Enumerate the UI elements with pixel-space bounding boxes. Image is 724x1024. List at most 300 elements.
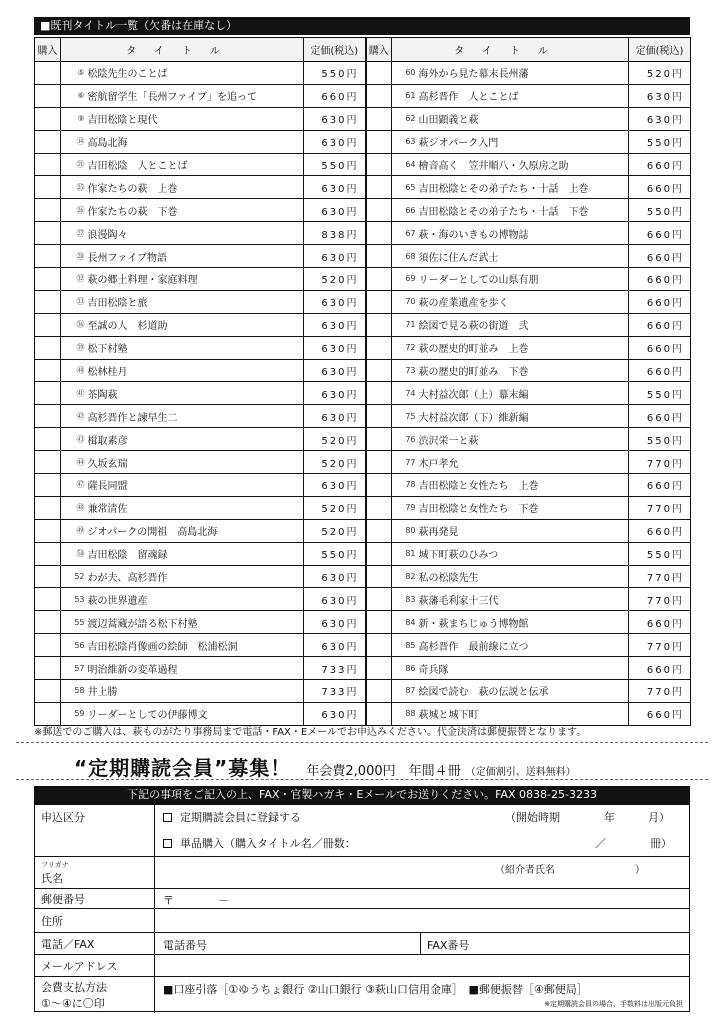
book-price: 630円 bbox=[304, 245, 366, 268]
book-number: ㉖ bbox=[61, 199, 85, 222]
book-number: 87 bbox=[392, 680, 416, 703]
buy-checkbox-cell[interactable] bbox=[366, 84, 392, 107]
book-price: 660円 bbox=[629, 268, 691, 291]
book-title: 長州ファイブ物語 bbox=[85, 245, 304, 268]
book-number: ㉑ bbox=[61, 153, 85, 176]
book-number: 68 bbox=[392, 245, 416, 268]
order-form bbox=[34, 804, 690, 1012]
book-price: 770円 bbox=[629, 565, 691, 588]
book-title: 絵図で読む 萩の伝説と伝承 bbox=[416, 680, 629, 703]
buy-checkbox-cell[interactable] bbox=[366, 474, 392, 497]
book-number: 81 bbox=[392, 542, 416, 565]
book-title: 城下町萩のひみつ bbox=[416, 542, 629, 565]
book-price: 630円 bbox=[304, 588, 366, 611]
book-number: 72 bbox=[392, 336, 416, 359]
table-row bbox=[35, 657, 691, 680]
apply-row bbox=[35, 805, 689, 857]
book-price: 630円 bbox=[304, 634, 366, 657]
book-price: 770円 bbox=[629, 451, 691, 474]
book-title: 高杉晋作と諫早生二 bbox=[85, 405, 304, 428]
book-price: 630円 bbox=[304, 290, 366, 313]
book-title: 山田顕義と萩 bbox=[416, 107, 629, 130]
book-price: 520円 bbox=[304, 519, 366, 542]
buy-checkbox-cell[interactable] bbox=[366, 565, 392, 588]
buy-checkbox-cell[interactable] bbox=[35, 474, 61, 497]
book-price: 630円 bbox=[304, 702, 366, 725]
buy-checkbox-cell[interactable] bbox=[35, 222, 61, 245]
book-price: 550円 bbox=[629, 382, 691, 405]
book-price: 660円 bbox=[629, 519, 691, 542]
book-title: 萩藩毛利家十三代 bbox=[416, 588, 629, 611]
book-title: 松陰先生のことば bbox=[85, 62, 304, 85]
book-number: 60 bbox=[392, 62, 416, 85]
title-list-table bbox=[34, 37, 691, 726]
table-row bbox=[35, 382, 691, 405]
book-price: 660円 bbox=[629, 176, 691, 199]
book-number: 75 bbox=[392, 405, 416, 428]
book-title: 萩の産業遺産を歩く bbox=[416, 290, 629, 313]
book-number: 79 bbox=[392, 496, 416, 519]
book-number: 84 bbox=[392, 611, 416, 634]
field-divider bbox=[420, 933, 421, 954]
book-price: 550円 bbox=[304, 153, 366, 176]
book-title: 吉田松陰と旅 bbox=[85, 290, 304, 313]
buy-checkbox-cell[interactable] bbox=[35, 680, 61, 703]
single-purchase-checkbox[interactable] bbox=[163, 839, 172, 848]
book-price: 630円 bbox=[304, 565, 366, 588]
book-title: 明治維新の変革過程 bbox=[85, 657, 304, 680]
table-row bbox=[35, 245, 691, 268]
subscribe-checkbox[interactable] bbox=[163, 813, 172, 822]
payment-note: ※定期購読会員の場合、手数料は出版元負担 bbox=[544, 1000, 683, 1008]
header-price: 定価(税込) bbox=[304, 38, 366, 62]
book-number: ㊴ bbox=[61, 336, 85, 359]
buy-checkbox-cell[interactable] bbox=[366, 199, 392, 222]
book-price: 630円 bbox=[304, 107, 366, 130]
table-row bbox=[35, 176, 691, 199]
book-number: ㊱ bbox=[61, 313, 85, 336]
buy-checkbox-cell[interactable] bbox=[366, 519, 392, 542]
table-row bbox=[35, 588, 691, 611]
buy-checkbox-cell[interactable] bbox=[366, 496, 392, 519]
book-title: 萩の郷土料理・家庭料理 bbox=[85, 268, 304, 291]
book-title: 楫取素彦 bbox=[85, 428, 304, 451]
book-price: 550円 bbox=[629, 428, 691, 451]
buy-checkbox-cell[interactable] bbox=[366, 290, 392, 313]
table-row bbox=[35, 565, 691, 588]
book-price: 660円 bbox=[629, 313, 691, 336]
book-price: 630円 bbox=[304, 474, 366, 497]
book-price: 770円 bbox=[629, 634, 691, 657]
book-number: ㊾ bbox=[61, 519, 85, 542]
book-title: 萩再発見 bbox=[416, 519, 629, 542]
table-row bbox=[35, 451, 691, 474]
buy-checkbox-cell[interactable] bbox=[366, 268, 392, 291]
book-number: ㊵ bbox=[61, 359, 85, 382]
book-title: 作家たちの萩 下巻 bbox=[85, 199, 304, 222]
book-title: 吉田松陰 人とことば bbox=[85, 153, 304, 176]
book-number: 73 bbox=[392, 359, 416, 382]
book-title: 萩の歴史的町並み 下巻 bbox=[416, 359, 629, 382]
book-price: 660円 bbox=[629, 336, 691, 359]
table-row bbox=[35, 428, 691, 451]
book-price: 660円 bbox=[629, 359, 691, 382]
book-title: 吉田松陰とその弟子たち・十話 上巻 bbox=[416, 176, 629, 199]
book-title: 吉田松陰と女性たち 下巻 bbox=[416, 496, 629, 519]
address-row bbox=[35, 909, 689, 933]
buy-checkbox-cell[interactable] bbox=[366, 611, 392, 634]
email-row bbox=[35, 955, 689, 977]
table-row bbox=[35, 359, 691, 382]
book-number: ㊶ bbox=[61, 382, 85, 405]
book-number: 70 bbox=[392, 290, 416, 313]
mail-order-note: ※郵送でのご購入は、萩ものがたり事務局まで電話・FAX・Eメールでお申込みください。代金決済は郵便振替となります。 bbox=[34, 727, 587, 738]
book-title: 久坂玄瑞 bbox=[85, 451, 304, 474]
book-title: リーダーとしての山県有朋 bbox=[416, 268, 629, 291]
book-number: 80 bbox=[392, 519, 416, 542]
buy-checkbox-cell[interactable] bbox=[366, 107, 392, 130]
book-title: 兼常清佐 bbox=[85, 496, 304, 519]
book-title: 萩の世界遺産 bbox=[85, 588, 304, 611]
book-number: ㉕ bbox=[61, 176, 85, 199]
buy-checkbox-cell[interactable] bbox=[35, 382, 61, 405]
book-number: 59 bbox=[61, 702, 85, 725]
table-row bbox=[35, 634, 691, 657]
table-row bbox=[35, 313, 691, 336]
book-number: 66 bbox=[392, 199, 416, 222]
book-number: ㊽ bbox=[61, 496, 85, 519]
quantity-field[interactable]: ／ 冊） bbox=[595, 837, 672, 850]
table-row bbox=[35, 62, 691, 85]
table-row bbox=[35, 405, 691, 428]
book-number: 83 bbox=[392, 588, 416, 611]
book-number: 61 bbox=[392, 84, 416, 107]
postal-label: 郵便番号 bbox=[35, 889, 155, 908]
book-title: 大村益次郎（上）幕末編 bbox=[416, 382, 629, 405]
subscription-recruit bbox=[74, 752, 576, 781]
book-price: 660円 bbox=[629, 611, 691, 634]
book-price: 550円 bbox=[304, 542, 366, 565]
table-row bbox=[35, 680, 691, 703]
book-number: ㉘ bbox=[61, 245, 85, 268]
book-number: ㊼ bbox=[61, 474, 85, 497]
book-title: わが夫、高杉晋作 bbox=[85, 565, 304, 588]
recruit-fee: 年会費2,000円 年間４冊 bbox=[306, 764, 461, 779]
buy-checkbox-cell[interactable] bbox=[35, 199, 61, 222]
buy-checkbox-cell[interactable] bbox=[35, 657, 61, 680]
payment-instruction: ①〜④に〇印 bbox=[41, 997, 105, 1010]
book-title: 萩ジオパーク入門 bbox=[416, 130, 629, 153]
book-price: 550円 bbox=[629, 199, 691, 222]
book-title: 作家たちの萩 上巻 bbox=[85, 176, 304, 199]
book-number: 53 bbox=[61, 588, 85, 611]
book-number: 71 bbox=[392, 313, 416, 336]
buy-checkbox-cell[interactable] bbox=[35, 62, 61, 85]
buy-checkbox-cell[interactable] bbox=[35, 611, 61, 634]
buy-checkbox-cell[interactable] bbox=[35, 107, 61, 130]
book-price: 660円 bbox=[629, 222, 691, 245]
payment-options[interactable]: ■口座引落［①ゆうちょ銀行 ②山口銀行 ③萩山口信用金庫］ ■郵便振替［④郵便局］ bbox=[163, 983, 588, 996]
book-title: 浪漫陶々 bbox=[85, 222, 304, 245]
book-price: 630円 bbox=[629, 84, 691, 107]
email-label: メールアドレス bbox=[35, 955, 155, 976]
buy-checkbox-cell[interactable] bbox=[366, 313, 392, 336]
buy-checkbox-cell[interactable] bbox=[366, 451, 392, 474]
book-title: 吉田松陰と女性たち 上巻 bbox=[416, 474, 629, 497]
book-title: 萩城と城下町 bbox=[416, 702, 629, 725]
buy-checkbox-cell[interactable] bbox=[35, 84, 61, 107]
table-row bbox=[35, 84, 691, 107]
form-header: 下記の事項をご記入の上、FAX・官製ハガキ・Eメールでお送りください。FAX 0838-25-3233 bbox=[34, 786, 690, 804]
book-number: 82 bbox=[392, 565, 416, 588]
book-price: 630円 bbox=[629, 107, 691, 130]
buy-checkbox-cell[interactable] bbox=[35, 313, 61, 336]
book-number: ㊹ bbox=[61, 451, 85, 474]
book-price: 630円 bbox=[304, 611, 366, 634]
book-price: 660円 bbox=[629, 657, 691, 680]
book-number: 55 bbox=[61, 611, 85, 634]
book-title: ジオパークの開祖 高島北海 bbox=[85, 519, 304, 542]
postal-field[interactable]: 〒 － bbox=[163, 894, 229, 907]
buy-checkbox-cell[interactable] bbox=[366, 657, 392, 680]
buy-checkbox-cell[interactable] bbox=[35, 153, 61, 176]
buy-checkbox-cell[interactable] bbox=[35, 634, 61, 657]
name-row bbox=[35, 857, 689, 889]
buy-checkbox-cell[interactable] bbox=[35, 359, 61, 382]
buy-checkbox-cell[interactable] bbox=[366, 245, 392, 268]
payment-row bbox=[35, 977, 689, 1013]
book-title: 高杉晋作 人とことば bbox=[416, 84, 629, 107]
book-title: 木戸孝允 bbox=[416, 451, 629, 474]
buy-checkbox-cell[interactable] bbox=[35, 268, 61, 291]
buy-checkbox-cell[interactable] bbox=[366, 405, 392, 428]
recruit-headline: “定期購読会員”募集！ bbox=[74, 756, 292, 780]
buy-checkbox-cell[interactable] bbox=[366, 336, 392, 359]
buy-checkbox-cell[interactable] bbox=[35, 519, 61, 542]
buy-checkbox-cell[interactable] bbox=[366, 130, 392, 153]
dashed-divider bbox=[16, 742, 708, 743]
postal-row bbox=[35, 889, 689, 909]
buy-checkbox-cell[interactable] bbox=[366, 359, 392, 382]
book-number: 57 bbox=[61, 657, 85, 680]
book-number: 56 bbox=[61, 634, 85, 657]
book-price: 630円 bbox=[304, 382, 366, 405]
book-title: 私の松陰先生 bbox=[416, 565, 629, 588]
phone-field[interactable]: 電話番号 bbox=[163, 939, 207, 952]
book-price: 630円 bbox=[304, 313, 366, 336]
book-price: 733円 bbox=[304, 657, 366, 680]
buy-checkbox-cell[interactable] bbox=[35, 336, 61, 359]
table-row bbox=[35, 542, 691, 565]
start-period: （開始時期 年 月） bbox=[505, 811, 670, 824]
book-price: 660円 bbox=[629, 245, 691, 268]
book-title: 吉田松陰とその弟子たち・十話 下巻 bbox=[416, 199, 629, 222]
book-price: 630円 bbox=[304, 405, 366, 428]
header-title: タイトル bbox=[392, 38, 629, 62]
buy-checkbox-cell[interactable] bbox=[35, 496, 61, 519]
book-number: 58 bbox=[61, 680, 85, 703]
table-row bbox=[35, 130, 691, 153]
book-title: 渋沢栄一と萩 bbox=[416, 428, 629, 451]
book-title: 渡辺蒿蔵が語る松下村塾 bbox=[85, 611, 304, 634]
book-price: 550円 bbox=[629, 542, 691, 565]
book-number: ㉗ bbox=[61, 222, 85, 245]
book-title: 萩・海のいきもの博物誌 bbox=[416, 222, 629, 245]
option-subscribe[interactable]: 定期購読会員に登録する bbox=[163, 809, 301, 825]
buy-checkbox-cell[interactable] bbox=[366, 176, 392, 199]
buy-checkbox-cell[interactable] bbox=[35, 428, 61, 451]
book-number: 52 bbox=[61, 565, 85, 588]
book-number: ⑭ bbox=[61, 130, 85, 153]
buy-checkbox-cell[interactable] bbox=[366, 542, 392, 565]
book-price: 660円 bbox=[629, 405, 691, 428]
book-number: ㉜ bbox=[61, 268, 85, 291]
book-title: 茶陶萩 bbox=[85, 382, 304, 405]
book-title: 海外から見た幕末長州藩 bbox=[416, 62, 629, 85]
book-number: ⑨ bbox=[61, 107, 85, 130]
book-number: ㉝ bbox=[61, 290, 85, 313]
book-number: 63 bbox=[392, 130, 416, 153]
buy-checkbox-cell[interactable] bbox=[35, 702, 61, 725]
option-single-purchase[interactable]: 単品購入（購入タイトル名／冊数： bbox=[163, 835, 356, 851]
book-price: 520円 bbox=[304, 268, 366, 291]
book-number: 76 bbox=[392, 428, 416, 451]
book-title: 井上勝 bbox=[85, 680, 304, 703]
book-title: 吉田松陰 留魂録 bbox=[85, 542, 304, 565]
book-price: 550円 bbox=[304, 62, 366, 85]
table-row bbox=[35, 702, 691, 725]
book-title: 高島北海 bbox=[85, 130, 304, 153]
buy-checkbox-cell[interactable] bbox=[366, 153, 392, 176]
book-price: 770円 bbox=[629, 680, 691, 703]
book-number: 69 bbox=[392, 268, 416, 291]
book-title: 萩の歴史的町並み 上巻 bbox=[416, 336, 629, 359]
book-price: 520円 bbox=[304, 451, 366, 474]
buy-checkbox-cell[interactable] bbox=[35, 290, 61, 313]
book-price: 838円 bbox=[304, 222, 366, 245]
book-title: 至誠の人 杉道助 bbox=[85, 313, 304, 336]
table-row bbox=[35, 496, 691, 519]
table-row bbox=[35, 336, 691, 359]
buy-checkbox-cell[interactable] bbox=[366, 62, 392, 85]
buy-checkbox-cell[interactable] bbox=[35, 451, 61, 474]
phone-fax-label: 電話／FAX bbox=[35, 933, 155, 954]
book-price: 660円 bbox=[629, 290, 691, 313]
phone-row bbox=[35, 933, 689, 955]
book-price: 550円 bbox=[629, 130, 691, 153]
book-price: 770円 bbox=[629, 496, 691, 519]
table-row bbox=[35, 290, 691, 313]
book-price: 630円 bbox=[304, 130, 366, 153]
header-title: タイトル bbox=[61, 38, 304, 62]
buy-checkbox-cell[interactable] bbox=[366, 222, 392, 245]
book-title: リーダーとしての伊藤博文 bbox=[85, 702, 304, 725]
table-row bbox=[35, 611, 691, 634]
book-number: 74 bbox=[392, 382, 416, 405]
buy-checkbox-cell[interactable] bbox=[35, 542, 61, 565]
book-price: 630円 bbox=[304, 199, 366, 222]
referrer-field[interactable]: （紹介者氏名 ） bbox=[495, 865, 645, 876]
table-row bbox=[35, 107, 691, 130]
book-price: 660円 bbox=[629, 153, 691, 176]
book-price: 660円 bbox=[629, 474, 691, 497]
fax-field[interactable]: FAX番号 bbox=[427, 939, 470, 952]
book-price: 630円 bbox=[304, 359, 366, 382]
book-number: ㊷ bbox=[61, 405, 85, 428]
book-number: 67 bbox=[392, 222, 416, 245]
buy-checkbox-cell[interactable] bbox=[366, 634, 392, 657]
book-price: 770円 bbox=[629, 588, 691, 611]
book-title: 檜音高く 笠井順八・久原房之助 bbox=[416, 153, 629, 176]
buy-checkbox-cell[interactable] bbox=[35, 405, 61, 428]
buy-checkbox-cell[interactable] bbox=[366, 428, 392, 451]
buy-checkbox-cell[interactable] bbox=[35, 130, 61, 153]
buy-checkbox-cell[interactable] bbox=[35, 245, 61, 268]
book-title: 須佐に住んだ武士 bbox=[416, 245, 629, 268]
book-number: ⑤ bbox=[61, 62, 85, 85]
book-price: 520円 bbox=[304, 428, 366, 451]
table-row bbox=[35, 222, 691, 245]
buy-checkbox-cell[interactable] bbox=[35, 588, 61, 611]
buy-checkbox-cell[interactable] bbox=[366, 382, 392, 405]
book-price: 660円 bbox=[304, 84, 366, 107]
book-number: 86 bbox=[392, 657, 416, 680]
book-number: 64 bbox=[392, 153, 416, 176]
table-row bbox=[35, 519, 691, 542]
recruit-fee-note: （定価割引、送料無料） bbox=[465, 767, 576, 778]
payment-label: 会費支払方法 bbox=[41, 981, 107, 994]
table-row bbox=[35, 474, 691, 497]
book-price: 520円 bbox=[304, 496, 366, 519]
buy-checkbox-cell[interactable] bbox=[35, 565, 61, 588]
table-row bbox=[35, 153, 691, 176]
book-number: 65 bbox=[392, 176, 416, 199]
book-number: 62 bbox=[392, 107, 416, 130]
apply-label: 申込区分 bbox=[35, 805, 155, 856]
book-number: ㊿ bbox=[61, 542, 85, 565]
address-label: 住所 bbox=[35, 909, 155, 932]
book-title: 新・萩まちじゅう博物館 bbox=[416, 611, 629, 634]
header-buy: 購入 bbox=[366, 38, 392, 62]
buy-checkbox-cell[interactable] bbox=[366, 588, 392, 611]
book-title: 密航留学生「長州ファイブ」を追って bbox=[85, 84, 304, 107]
book-title: 大村益次郎（下）維新編 bbox=[416, 405, 629, 428]
buy-checkbox-cell[interactable] bbox=[366, 680, 392, 703]
buy-checkbox-cell[interactable] bbox=[366, 702, 392, 725]
book-price: 630円 bbox=[304, 176, 366, 199]
table-row bbox=[35, 199, 691, 222]
book-title: 高杉晋作 最前線に立つ bbox=[416, 634, 629, 657]
book-price: 520円 bbox=[629, 62, 691, 85]
book-title: 松林桂月 bbox=[85, 359, 304, 382]
book-title: 吉田松陰と現代 bbox=[85, 107, 304, 130]
buy-checkbox-cell[interactable] bbox=[35, 176, 61, 199]
name-label: 氏名 bbox=[41, 871, 63, 885]
book-number: ㊸ bbox=[61, 428, 85, 451]
book-number: 77 bbox=[392, 451, 416, 474]
book-title: 奇兵隊 bbox=[416, 657, 629, 680]
book-title: 松下村塾 bbox=[85, 336, 304, 359]
book-price: 660円 bbox=[629, 702, 691, 725]
book-title: 薩長同盟 bbox=[85, 474, 304, 497]
book-number: ⑥ bbox=[61, 84, 85, 107]
section-banner: ■既刊タイトル一覧（欠番は在庫なし） bbox=[34, 17, 690, 35]
book-number: 85 bbox=[392, 634, 416, 657]
book-price: 630円 bbox=[304, 336, 366, 359]
dashed-divider bbox=[16, 779, 708, 780]
table-row bbox=[35, 268, 691, 291]
book-number: 78 bbox=[392, 474, 416, 497]
